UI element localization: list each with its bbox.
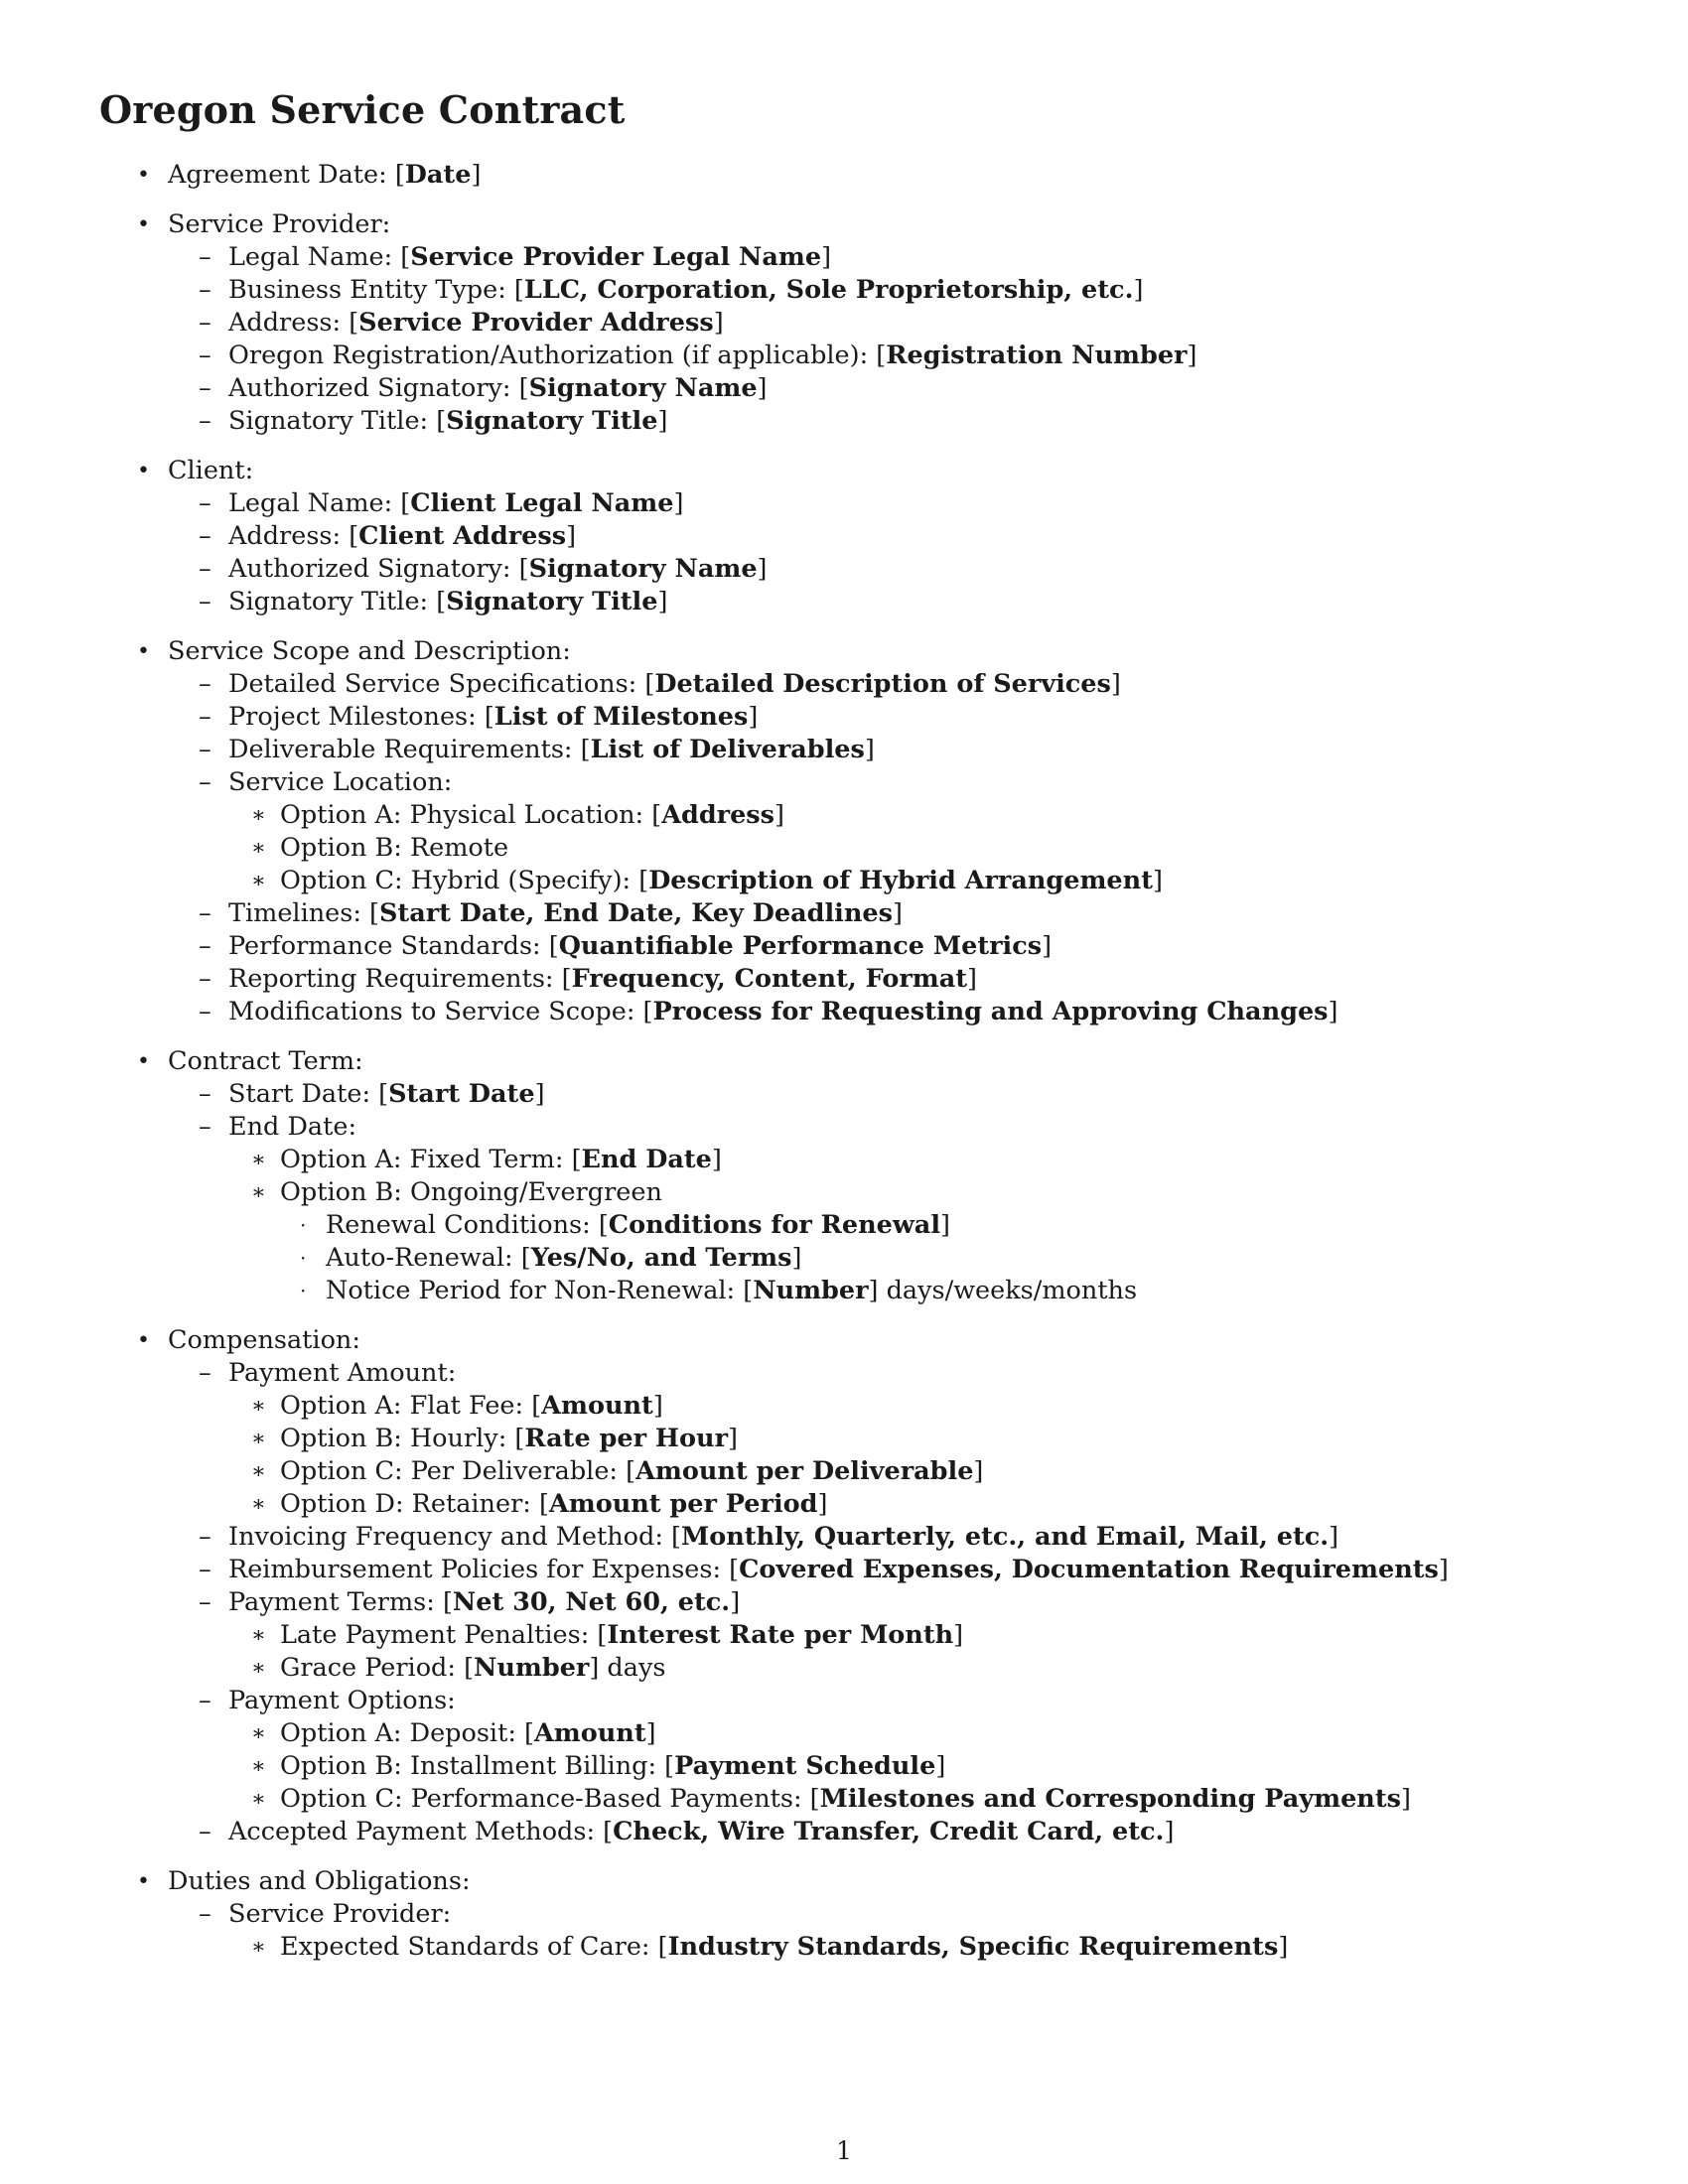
list-marker-star: ∗	[251, 1492, 266, 1517]
item-label: Compensation:	[168, 1325, 360, 1355]
item-label: Option B: Hourly:	[280, 1424, 507, 1453]
outline-item-level-4	[0, 1209, 1688, 1242]
outline-item-level-1	[0, 1865, 1688, 1898]
list-marker-dash: –	[199, 735, 211, 764]
item-text	[168, 455, 253, 487]
placeholder-field: LLC, Corporation, Sole Proprietorship, etc.	[523, 275, 1134, 305]
item-text	[228, 766, 452, 799]
list-marker-dash: –	[199, 964, 211, 994]
item-text: Reporting Requirements: [Frequency, Content, Format]	[228, 964, 977, 994]
list-marker-star: ∗	[251, 1754, 266, 1779]
item-label: Signatory Title:	[228, 587, 429, 616]
outline-item-level-3	[0, 1652, 1688, 1685]
item-label: Address:	[228, 521, 342, 551]
item-text: Legal Name: [Client Legal Name]	[228, 488, 684, 518]
placeholder-field: Milestones and Corresponding Payments	[819, 1784, 1401, 1814]
placeholder-field: Date	[404, 160, 472, 190]
item-label: Option C: Performance-Based Payments:	[280, 1784, 802, 1814]
item-label: Option C: Per Deliverable:	[280, 1456, 619, 1486]
item-label: Late Payment Penalties:	[280, 1620, 590, 1650]
item-label: Option C: Hybrid (Specify):	[280, 866, 632, 895]
item-text: Signatory Title: [Signatory Title]	[228, 406, 668, 436]
list-marker-dash: –	[199, 997, 211, 1026]
item-text	[168, 1865, 471, 1898]
placeholder-field: Check, Wire Transfer, Credit Card, etc.	[613, 1817, 1165, 1846]
item-text: Renewal Conditions: [Conditions for Renewal]	[326, 1210, 950, 1240]
item-text: Option C: Per Deliverable: [Amount per Deliverable]	[280, 1456, 984, 1486]
item-text: Agreement Date: [Date]	[168, 160, 482, 190]
placeholder-field: Covered Expenses, Documentation Requirements	[739, 1555, 1439, 1584]
item-text: Option C: Hybrid (Specify): [Description of Hybrid Arrangement]	[280, 866, 1163, 895]
placeholder-field: Description of Hybrid Arrangement	[648, 866, 1153, 895]
item-text: Accepted Payment Methods: [Check, Wire Transfer, Credit Card, etc.]	[228, 1817, 1175, 1846]
item-label: Renewal Conditions:	[326, 1210, 591, 1240]
item-text: Authorized Signatory: [Signatory Name]	[228, 373, 768, 403]
list-marker-star: ∗	[251, 836, 266, 861]
item-text: Late Payment Penalties: [Interest Rate per Month]	[280, 1620, 964, 1650]
item-suffix: days	[607, 1653, 666, 1683]
placeholder-field: Frequency, Content, Format	[571, 964, 968, 994]
list-marker-dash: –	[199, 898, 211, 928]
list-marker-dash: –	[199, 308, 211, 338]
list-marker-dash: –	[199, 1079, 211, 1109]
list-marker-star: ∗	[251, 1180, 266, 1205]
outline-item-level-2	[0, 930, 1688, 963]
list-marker-star: ∗	[251, 1721, 266, 1746]
outline-item-level-1	[0, 208, 1688, 241]
outline-item-level-3	[0, 799, 1688, 832]
placeholder-field: Industry Standards, Specific Requirements	[667, 1932, 1279, 1962]
item-label: Detailed Service Specifications:	[228, 669, 637, 699]
list-marker-dash: –	[199, 1555, 211, 1584]
item-label: Payment Options:	[228, 1686, 456, 1715]
outline-item-level-3	[0, 1390, 1688, 1423]
item-text	[228, 1685, 456, 1717]
outline-item-level-2	[0, 405, 1688, 438]
item-text: Option A: Deposit: [Amount]	[280, 1718, 656, 1748]
list-marker-star: ∗	[251, 869, 266, 893]
item-text: Option A: Flat Fee: [Amount]	[280, 1391, 663, 1421]
outline-item-level-3	[0, 1455, 1688, 1488]
list-marker-dash: –	[199, 1899, 211, 1929]
outline-item-level-3	[0, 1750, 1688, 1783]
list-marker-dash: –	[199, 275, 211, 305]
placeholder-field: Yes/No, and Terms	[530, 1243, 792, 1273]
item-text: Detailed Service Specifications: [Detailed Description of Services]	[228, 669, 1121, 699]
list-marker-dash: –	[199, 1522, 211, 1552]
item-label: Signatory Title:	[228, 406, 429, 436]
item-label: Service Location:	[228, 767, 453, 797]
list-marker-dash: –	[199, 931, 211, 961]
outline-item-level-2	[0, 1554, 1688, 1586]
outline-item-level-2	[0, 487, 1688, 520]
item-label: Deliverable Requirements:	[228, 735, 573, 764]
item-text: Invoicing Frequency and Method: [Monthly, Quarterly, etc., and Email, Mail, etc.]	[228, 1522, 1339, 1552]
outline-item-level-1	[0, 635, 1688, 668]
item-label: Project Milestones:	[228, 702, 477, 732]
item-suffix: days/weeks/months	[886, 1276, 1138, 1305]
item-text	[168, 635, 571, 668]
item-label: Notice Period for Non-Renewal:	[326, 1276, 736, 1305]
placeholder-field: Start Date	[388, 1079, 535, 1109]
list-marker-star: ∗	[251, 1656, 266, 1681]
item-text: Option D: Retainer: [Amount per Period]	[280, 1489, 828, 1519]
outline-item-level-2	[0, 1521, 1688, 1554]
item-label: Option A: Fixed Term:	[280, 1145, 564, 1174]
list-marker-star: ∗	[251, 1787, 266, 1812]
outline-item-level-4	[0, 1275, 1688, 1307]
item-label: Timelines:	[228, 898, 361, 928]
list-marker-bullet: •	[137, 459, 150, 483]
placeholder-field: Quantifiable Performance Metrics	[558, 931, 1043, 961]
list-marker-dash: –	[199, 554, 211, 584]
placeholder-field: Signatory Name	[528, 373, 758, 403]
placeholder-field: Net 30, Net 60, etc.	[452, 1587, 731, 1617]
list-marker-star: ∗	[251, 803, 266, 828]
list-marker-dash: –	[199, 1817, 211, 1846]
placeholder-field: Amount	[541, 1391, 653, 1421]
placeholder-field: Number	[474, 1653, 590, 1683]
item-text: Address: [Client Address]	[228, 521, 577, 551]
list-marker-dash: –	[199, 1587, 211, 1617]
item-label: Performance Standards:	[228, 931, 541, 961]
list-marker-star: ∗	[251, 1394, 266, 1419]
item-text: Option A: Physical Location: [Address]	[280, 800, 784, 830]
list-marker-star: ∗	[251, 1427, 266, 1451]
placeholder-field: Signatory Name	[528, 554, 758, 584]
outline-item-level-1	[0, 1045, 1688, 1078]
item-text: Signatory Title: [Signatory Title]	[228, 587, 668, 616]
placeholder-field: Amount	[533, 1718, 646, 1748]
outline-item-level-2	[0, 1898, 1688, 1931]
item-label: Legal Name:	[228, 488, 393, 518]
item-label: Legal Name:	[228, 242, 393, 272]
page-number: 1	[836, 2136, 852, 2165]
list-marker-star: ∗	[251, 1935, 266, 1960]
item-label: Option D: Retainer:	[280, 1489, 531, 1519]
item-text	[168, 1045, 363, 1078]
list-marker-dash: –	[199, 488, 211, 518]
placeholder-field: Amount per Period	[548, 1489, 818, 1519]
item-text	[168, 208, 390, 241]
item-label: Service Scope and Description:	[168, 636, 571, 666]
outline-item-level-2	[0, 307, 1688, 340]
outline-item-level-2	[0, 274, 1688, 307]
placeholder-field: Conditions for Renewal	[608, 1210, 941, 1240]
item-text: Address: [Service Provider Address]	[228, 308, 724, 338]
item-text: Deliverable Requirements: [List of Deliverables]	[228, 735, 875, 764]
item-label: Agreement Date:	[168, 160, 387, 190]
outline-item-level-1	[0, 455, 1688, 487]
item-label: Option B: Installment Billing:	[280, 1751, 657, 1781]
item-text	[228, 1111, 356, 1144]
item-label: Contract Term:	[168, 1046, 363, 1076]
item-text: Payment Terms: [Net 30, Net 60, etc.]	[228, 1587, 741, 1617]
list-marker-dash: –	[199, 521, 211, 551]
outline-item-level-2	[0, 340, 1688, 372]
item-text: Grace Period: [Number] days	[280, 1653, 666, 1683]
outline-item-level-2	[0, 241, 1688, 274]
list-marker-dash: –	[199, 1358, 211, 1388]
item-text	[228, 1898, 451, 1931]
placeholder-field: Address	[661, 800, 775, 830]
item-text: Oregon Registration/Authorization (if applicable): [Registration Number]	[228, 341, 1197, 370]
item-text: Authorized Signatory: [Signatory Name]	[228, 554, 768, 584]
item-text: Start Date: [Start Date]	[228, 1079, 545, 1109]
item-label: Reimbursement Policies for Expenses:	[228, 1555, 722, 1584]
outline-item-level-2	[0, 1816, 1688, 1848]
item-text: Project Milestones: [List of Milestones]	[228, 702, 759, 732]
placeholder-field: Service Provider Address	[358, 308, 714, 338]
list-marker-bullet: •	[137, 639, 150, 664]
outline-item-level-1	[0, 159, 1688, 192]
item-text: Option B: Hourly: [Rate per Hour]	[280, 1424, 738, 1453]
outline-item-level-3	[0, 832, 1688, 865]
list-marker-bullet: •	[137, 1328, 150, 1353]
list-marker-dash: –	[199, 767, 211, 797]
item-label: Option A: Flat Fee:	[280, 1391, 524, 1421]
list-marker-dash: –	[199, 669, 211, 699]
outline-item-level-3	[0, 1931, 1688, 1964]
list-marker-dash: –	[199, 1112, 211, 1142]
item-text	[280, 1176, 662, 1209]
outline-item-level-3	[0, 1619, 1688, 1652]
item-text	[280, 832, 508, 865]
item-label: Invoicing Frequency and Method:	[228, 1522, 663, 1552]
outline-item-level-3	[0, 865, 1688, 897]
placeholder-field: Client Address	[358, 521, 567, 551]
placeholder-field: Monthly, Quarterly, etc., and Email, Mail, etc.	[680, 1522, 1330, 1552]
list-marker-bullet: •	[137, 1049, 150, 1074]
item-text: Auto-Renewal: [Yes/No, and Terms]	[326, 1243, 802, 1273]
document-title: Oregon Service Contract	[99, 87, 626, 132]
outline-item-level-2	[0, 1111, 1688, 1144]
item-text: Legal Name: [Service Provider Legal Name]	[228, 242, 832, 272]
outline-item-level-3	[0, 1176, 1688, 1209]
outline-item-level-2	[0, 766, 1688, 799]
item-label: Grace Period:	[280, 1653, 456, 1683]
placeholder-field: Rate per Hour	[524, 1424, 728, 1453]
outline-item-level-2	[0, 520, 1688, 553]
item-label: Payment Amount:	[228, 1358, 457, 1388]
outline-item-level-3	[0, 1423, 1688, 1455]
item-text: Option C: Performance-Based Payments: [Milestones and Corresponding Payments]	[280, 1784, 1411, 1814]
outline-item-level-2	[0, 963, 1688, 996]
item-label: Business Entity Type:	[228, 275, 506, 305]
item-text: Timelines: [Start Date, End Date, Key Deadlines]	[228, 898, 903, 928]
outline-item-level-2	[0, 897, 1688, 930]
list-marker-bullet: •	[137, 1869, 150, 1894]
outline-item-level-2	[0, 372, 1688, 405]
item-label: Modifications to Service Scope:	[228, 997, 635, 1026]
placeholder-field: Payment Schedule	[674, 1751, 936, 1781]
list-marker-dash: –	[199, 1686, 211, 1715]
list-marker-dash: –	[199, 587, 211, 616]
item-label: Duties and Obligations:	[168, 1866, 471, 1896]
placeholder-field: Service Provider Legal Name	[410, 242, 822, 272]
placeholder-field: List of Deliverables	[590, 735, 865, 764]
outline-item-level-3	[0, 1783, 1688, 1816]
item-label: Option A: Deposit:	[280, 1718, 516, 1748]
placeholder-field: Interest Rate per Month	[607, 1620, 954, 1650]
placeholder-field: Detailed Description of Services	[654, 669, 1111, 699]
list-marker-dash: –	[199, 406, 211, 436]
item-label: Option A: Physical Location:	[280, 800, 644, 830]
placeholder-field: List of Milestones	[493, 702, 749, 732]
item-label: Accepted Payment Methods:	[228, 1817, 596, 1846]
item-text: Modifications to Service Scope: [Process for Requesting and Approving Changes]	[228, 997, 1338, 1026]
outline-item-level-3	[0, 1488, 1688, 1521]
list-marker-star: ∗	[251, 1623, 266, 1648]
placeholder-field: End Date	[581, 1145, 712, 1174]
item-label: Reporting Requirements:	[228, 964, 554, 994]
placeholder-field: Signatory Title	[446, 406, 658, 436]
outline-item-level-2	[0, 1357, 1688, 1390]
item-label: Option B: Ongoing/Evergreen	[280, 1177, 662, 1207]
item-label: Client:	[168, 456, 254, 485]
outline-item-level-2	[0, 668, 1688, 701]
item-label: Address:	[228, 308, 342, 338]
item-label: End Date:	[228, 1112, 357, 1142]
item-text: Performance Standards: [Quantifiable Performance Metrics]	[228, 931, 1053, 961]
outline-item-level-2	[0, 1078, 1688, 1111]
placeholder-field: Start Date, End Date, Key Deadlines	[379, 898, 893, 928]
item-text	[228, 1357, 456, 1390]
outline-item-level-2	[0, 996, 1688, 1028]
outline-item-level-2	[0, 734, 1688, 766]
list-marker-dash: –	[199, 242, 211, 272]
list-marker-dot: ·	[300, 1279, 307, 1302]
list-marker-dash: –	[199, 341, 211, 370]
placeholder-field: Signatory Title	[446, 587, 658, 616]
item-text: Business Entity Type: [LLC, Corporation, Sole Proprietorship, etc.]	[228, 275, 1144, 305]
item-label: Start Date:	[228, 1079, 371, 1109]
item-label: Auto-Renewal:	[326, 1243, 513, 1273]
contract-outline	[0, 159, 1688, 1964]
outline-item-level-1	[0, 1324, 1688, 1357]
placeholder-field: Registration Number	[886, 341, 1188, 370]
list-marker-dot: ·	[300, 1246, 307, 1270]
list-marker-dot: ·	[300, 1213, 307, 1237]
item-label: Payment Terms:	[228, 1587, 435, 1617]
placeholder-field: Process for Requesting and Approving Changes	[652, 997, 1329, 1026]
item-text: Expected Standards of Care: [Industry Standards, Specific Requirements]	[280, 1932, 1289, 1962]
outline-item-level-2	[0, 1685, 1688, 1717]
item-text: Notice Period for Non-Renewal: [Number] days/weeks/months	[326, 1276, 1138, 1305]
item-label: Expected Standards of Care:	[280, 1932, 650, 1962]
outline-item-level-2	[0, 1586, 1688, 1619]
item-label: Authorized Signatory:	[228, 554, 511, 584]
outline-item-level-4	[0, 1242, 1688, 1275]
item-text	[168, 1324, 360, 1357]
outline-item-level-2	[0, 701, 1688, 734]
placeholder-field: Number	[753, 1276, 869, 1305]
outline-item-level-2	[0, 586, 1688, 618]
list-marker-dash: –	[199, 373, 211, 403]
placeholder-field: Client Legal Name	[410, 488, 674, 518]
list-marker-bullet: •	[137, 212, 150, 237]
item-label: Authorized Signatory:	[228, 373, 511, 403]
item-label: Service Provider:	[168, 209, 391, 239]
item-label: Option B: Remote	[280, 833, 509, 863]
item-label: Service Provider:	[228, 1899, 452, 1929]
list-marker-dash: –	[199, 702, 211, 732]
list-marker-star: ∗	[251, 1148, 266, 1172]
list-marker-bullet: •	[137, 163, 150, 188]
outline-item-level-3	[0, 1717, 1688, 1750]
placeholder-field: Amount per Deliverable	[635, 1456, 974, 1486]
outline-item-level-3	[0, 1144, 1688, 1176]
item-text: Option A: Fixed Term: [End Date]	[280, 1145, 722, 1174]
item-label: Oregon Registration/Authorization (if applicable):	[228, 341, 869, 370]
list-marker-star: ∗	[251, 1459, 266, 1484]
outline-item-level-2	[0, 553, 1688, 586]
item-text: Option B: Installment Billing: [Payment Schedule]	[280, 1751, 946, 1781]
item-text: Reimbursement Policies for Expenses: [Covered Expenses, Documentation Requirements]	[228, 1555, 1449, 1584]
